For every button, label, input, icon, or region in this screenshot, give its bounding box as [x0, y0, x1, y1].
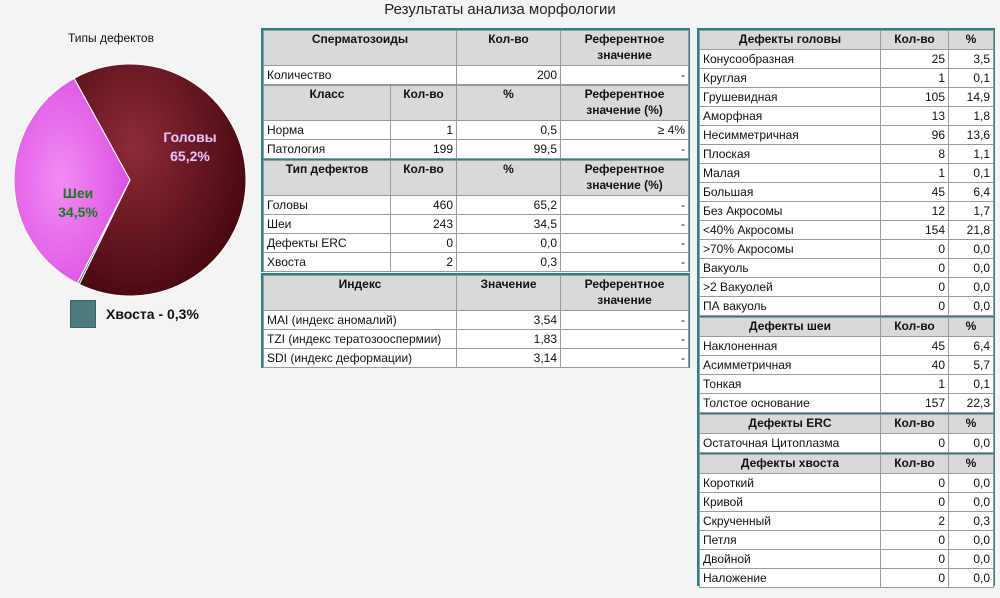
value-cell: 1: [881, 375, 949, 394]
chart-title: Типы дефектов: [68, 31, 154, 45]
table-row: [700, 221, 994, 240]
value-cell: 0,1: [949, 69, 994, 88]
header-cell: Референтное значение: [561, 31, 689, 66]
value-cell: -: [561, 330, 689, 349]
table-row: [700, 259, 994, 278]
head-defects-table: [699, 30, 994, 316]
row-label-cell: TZI (индекс тератозооспермии): [264, 330, 457, 349]
value-cell: 14,9: [949, 88, 994, 107]
row-label-cell: Кривой: [700, 493, 881, 512]
row-label-cell: Норма: [264, 121, 391, 140]
table-row: [700, 394, 994, 413]
table-row: [700, 164, 994, 183]
header-cell: Дефекты ERC: [700, 415, 881, 434]
value-cell: 3,5: [949, 50, 994, 69]
value-cell: 12: [881, 202, 949, 221]
value-cell: 0: [391, 234, 457, 253]
row-label-cell: Петля: [700, 531, 881, 550]
table-row: [700, 531, 994, 550]
neck-defects-table: [699, 317, 994, 413]
value-cell: 0,0: [457, 234, 561, 253]
value-cell: -: [561, 311, 689, 330]
value-cell: 1,1: [949, 145, 994, 164]
table-row: [700, 107, 994, 126]
header-cell: Кол-во: [881, 455, 949, 474]
value-cell: -: [561, 253, 689, 272]
value-cell: 243: [391, 215, 457, 234]
header-cell: Дефекты головы: [700, 31, 881, 50]
header-cell: Дефекты хвоста: [700, 455, 881, 474]
header-cell: Референтное значение (%): [561, 86, 689, 121]
value-cell: 0,0: [949, 531, 994, 550]
legend-swatch-tail: [70, 300, 96, 328]
row-label-cell: Конусообразная: [700, 50, 881, 69]
value-cell: 1: [391, 121, 457, 140]
header-cell: %: [457, 86, 561, 121]
row-label-cell: Тонкая: [700, 375, 881, 394]
row-label-cell: Скрученный: [700, 512, 881, 531]
tail-defects-table: [699, 454, 994, 588]
row-label-cell: Хвоста: [264, 253, 391, 272]
header-cell: Тип дефектов: [264, 161, 391, 196]
value-cell: 3,14: [457, 349, 561, 368]
row-label-cell: Остаточная Цитоплазма: [700, 434, 881, 453]
value-cell: 0,1: [949, 375, 994, 394]
table-row: [264, 196, 689, 215]
value-cell: 0,0: [949, 297, 994, 316]
value-cell: -: [561, 215, 689, 234]
value-cell: 2: [391, 253, 457, 272]
header-cell: Класс: [264, 86, 391, 121]
value-cell: 1,83: [457, 330, 561, 349]
row-label-cell: Аморфная: [700, 107, 881, 126]
row-label-cell: Большая: [700, 183, 881, 202]
value-cell: 45: [881, 183, 949, 202]
value-cell: 5,7: [949, 356, 994, 375]
header-cell: Значение: [457, 276, 561, 311]
value-cell: 0,0: [949, 259, 994, 278]
row-label-cell: SDI (индекс деформации): [264, 349, 457, 368]
table-row: [264, 311, 689, 330]
pie-label-name: Шеи: [62, 185, 94, 201]
pie-label-value: 65,2%: [170, 148, 210, 164]
row-label-cell: Малая: [700, 164, 881, 183]
value-cell: ≥ 4%: [561, 121, 689, 140]
row-label-cell: Несимметричная: [700, 126, 881, 145]
value-cell: 105: [881, 88, 949, 107]
value-cell: 157: [881, 394, 949, 413]
table-row: [700, 434, 994, 453]
row-label-cell: Наложение: [700, 569, 881, 588]
header-cell: Референтное значение (%): [561, 161, 689, 196]
value-cell: -: [561, 140, 689, 159]
value-cell: 0,0: [949, 493, 994, 512]
value-cell: -: [561, 349, 689, 368]
table-row: [700, 337, 994, 356]
value-cell: 0: [881, 434, 949, 453]
row-label-cell: Патология: [264, 140, 391, 159]
value-cell: 0,0: [949, 550, 994, 569]
value-cell: 0,0: [949, 278, 994, 297]
table-row: [700, 88, 994, 107]
header-cell: Кол-во: [457, 31, 561, 66]
value-cell: 21,8: [949, 221, 994, 240]
value-cell: 0,1: [949, 164, 994, 183]
value-cell: 6,4: [949, 337, 994, 356]
row-label-cell: Без Акросомы: [700, 202, 881, 221]
table-row: [700, 569, 994, 588]
value-cell: 0: [881, 531, 949, 550]
header-cell: Кол-во: [391, 161, 457, 196]
value-cell: 200: [457, 66, 561, 85]
defect-types-pie-chart: [0, 40, 260, 300]
header-cell: %: [949, 455, 994, 474]
value-cell: -: [561, 66, 689, 85]
row-label-cell: >70% Акросомы: [700, 240, 881, 259]
table-row: [264, 140, 689, 159]
header-cell: %: [949, 318, 994, 337]
value-cell: 0,0: [949, 474, 994, 493]
table-row: [700, 474, 994, 493]
table-row: [264, 253, 689, 272]
value-cell: 1: [881, 69, 949, 88]
table-row: [264, 349, 689, 368]
header-cell: Кол-во: [391, 86, 457, 121]
value-cell: 0: [881, 240, 949, 259]
value-cell: 13,6: [949, 126, 994, 145]
row-label-cell: Короткий: [700, 474, 881, 493]
value-cell: 0: [881, 297, 949, 316]
value-cell: 0,3: [949, 512, 994, 531]
row-label-cell: Головы: [264, 196, 391, 215]
defect-type-table: [263, 160, 689, 272]
value-cell: 6,4: [949, 183, 994, 202]
table-row: [700, 240, 994, 259]
value-cell: 0,5: [457, 121, 561, 140]
header-cell: Индекс: [264, 276, 457, 311]
header-cell: Кол-во: [881, 31, 949, 50]
value-cell: 25: [881, 50, 949, 69]
value-cell: -: [561, 234, 689, 253]
value-cell: 34,5: [457, 215, 561, 234]
value-cell: 2: [881, 512, 949, 531]
value-cell: 0: [881, 493, 949, 512]
header-cell: Дефекты шеи: [700, 318, 881, 337]
table-row: [700, 375, 994, 394]
value-cell: 8: [881, 145, 949, 164]
value-cell: 199: [391, 140, 457, 159]
row-label-cell: <40% Акросомы: [700, 221, 881, 240]
row-label-cell: Плоская: [700, 145, 881, 164]
row-label-cell: Круглая: [700, 69, 881, 88]
table-row: [700, 278, 994, 297]
value-cell: 0,0: [949, 434, 994, 453]
value-cell: 40: [881, 356, 949, 375]
table-row: [264, 330, 689, 349]
value-cell: 0,0: [949, 569, 994, 588]
row-label-cell: Асимметричная: [700, 356, 881, 375]
value-cell: 460: [391, 196, 457, 215]
table-row: [264, 66, 689, 85]
value-cell: 0: [881, 259, 949, 278]
header-cell: %: [949, 31, 994, 50]
erc-defects-table: [699, 414, 994, 453]
header-cell: Референтное значение: [561, 276, 689, 311]
table-row: [700, 202, 994, 221]
pie-label-name: Головы: [163, 129, 217, 145]
row-label-cell: Количество: [264, 66, 457, 85]
table-row: [700, 50, 994, 69]
row-label-cell: Дефекты ERC: [264, 234, 391, 253]
table-row: [700, 145, 994, 164]
header-cell: Сперматозоиды: [264, 31, 457, 66]
table-row: [700, 550, 994, 569]
value-cell: 45: [881, 337, 949, 356]
row-label-cell: Шеи: [264, 215, 391, 234]
table-row: [700, 297, 994, 316]
table-row: [264, 215, 689, 234]
header-cell: Кол-во: [881, 318, 949, 337]
table-row: [700, 512, 994, 531]
chart-legend: [70, 300, 199, 328]
value-cell: 0,0: [949, 240, 994, 259]
value-cell: 1,7: [949, 202, 994, 221]
row-label-cell: ПА вакуоль: [700, 297, 881, 316]
class-table: [263, 85, 689, 159]
table-row: [264, 234, 689, 253]
pie-label-value: 34,5%: [58, 204, 98, 220]
table-row: [700, 69, 994, 88]
row-label-cell: Грушевидная: [700, 88, 881, 107]
table-row: [700, 356, 994, 375]
value-cell: 99,5: [457, 140, 561, 159]
value-cell: 3,54: [457, 311, 561, 330]
value-cell: 1: [881, 164, 949, 183]
sperm-count-table: [263, 30, 689, 85]
row-label-cell: Двойной: [700, 550, 881, 569]
header-cell: Кол-во: [881, 415, 949, 434]
value-cell: 0: [881, 569, 949, 588]
row-label-cell: MAI (индекс аномалий): [264, 311, 457, 330]
row-label-cell: >2 Вакуолей: [700, 278, 881, 297]
header-cell: %: [457, 161, 561, 196]
value-cell: 0: [881, 278, 949, 297]
table-row: [700, 493, 994, 512]
value-cell: 0: [881, 474, 949, 493]
legend-label-tail: Хвоста - 0,3%: [106, 306, 199, 322]
value-cell: 65,2: [457, 196, 561, 215]
value-cell: 0: [881, 550, 949, 569]
value-cell: 22,3: [949, 394, 994, 413]
value-cell: 1,8: [949, 107, 994, 126]
page-title: Результаты анализа морфологии: [384, 1, 616, 18]
value-cell: 13: [881, 107, 949, 126]
value-cell: -: [561, 196, 689, 215]
table-row: [264, 121, 689, 140]
index-table: [263, 275, 689, 368]
row-label-cell: Наклоненная: [700, 337, 881, 356]
table-row: [700, 183, 994, 202]
value-cell: 96: [881, 126, 949, 145]
table-row: [700, 126, 994, 145]
value-cell: 154: [881, 221, 949, 240]
row-label-cell: Вакуоль: [700, 259, 881, 278]
header-cell: %: [949, 415, 994, 434]
value-cell: 0,3: [457, 253, 561, 272]
row-label-cell: Толстое основание: [700, 394, 881, 413]
